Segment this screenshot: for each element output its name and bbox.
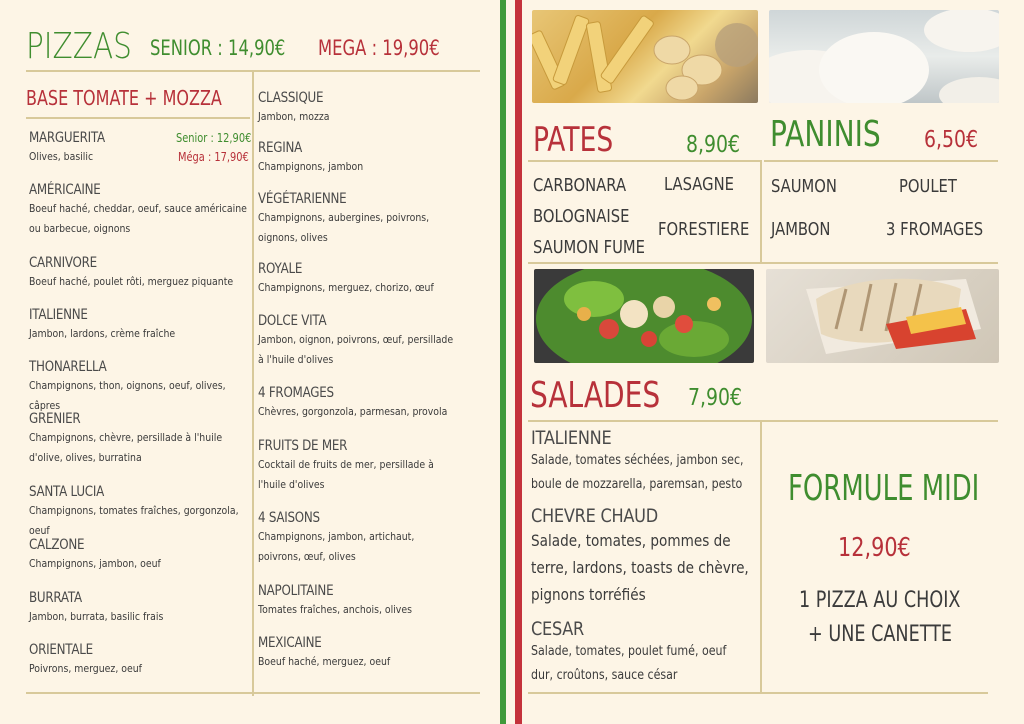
- pizza-desc: Champignons, jambon: [258, 160, 364, 173]
- pizza-name: REGINA: [258, 140, 303, 156]
- pizza-name: DOLCE VITA: [258, 313, 327, 329]
- pates-paninis-divider: [760, 160, 762, 262]
- salades-price: 7,90€: [688, 385, 743, 411]
- pizza-item: [258, 261, 488, 313]
- pizza-item: [258, 635, 488, 687]
- pizza-item: [29, 590, 289, 642]
- pizza-desc: Jambon, mozza: [258, 110, 330, 123]
- pizza-desc: Tomates fraîches, anchois, olives: [258, 603, 412, 616]
- panini-photo: [766, 269, 999, 363]
- pizza-item: [258, 510, 488, 583]
- pizzas-right-column: [258, 90, 488, 687]
- pizza-desc: Champignons, tomates fraîches, gorgonzola, oeuf: [29, 504, 239, 537]
- formule-price: 12,90€: [838, 533, 911, 563]
- pizza-name: 4 FROMAGES: [258, 385, 334, 401]
- pizza-name: 4 SAISONS: [258, 510, 320, 526]
- pizza-desc: Olives, basilic: [29, 150, 94, 163]
- pizza-item: [29, 359, 289, 411]
- salades-bottom-divider: [528, 692, 988, 694]
- pizza-name: ROYALE: [258, 261, 303, 277]
- pizza-item: [29, 255, 289, 307]
- flag-white-stripe: [506, 0, 515, 724]
- paninis-item: POULET: [899, 176, 957, 197]
- paninis-divider: [764, 160, 998, 162]
- salades-list: [531, 427, 791, 688]
- pizza-name: THONARELLA: [29, 359, 107, 375]
- pates-item: CARBONARA: [533, 175, 627, 196]
- pates-title: PATES: [533, 120, 614, 160]
- salade-item: [531, 505, 791, 618]
- pates-price: 8,90€: [686, 132, 741, 158]
- pizza-desc: Champignons, thon, oignons, oeuf, olives, câpres: [29, 379, 226, 412]
- base-tomate-divider: [26, 117, 250, 119]
- pizzas-title: PIZZAS: [26, 26, 132, 67]
- flag-red-stripe: [515, 0, 522, 724]
- salade-name: CHEVRE CHAUD: [531, 505, 658, 527]
- pizza-item: [258, 191, 488, 261]
- salade-desc: Salade, tomates, pommes de terre, lardons, toasts de chèvre, pignons torréfiés: [531, 531, 749, 604]
- pates-item: FORESTIERE: [658, 219, 750, 240]
- salade-name: ITALIENNE: [531, 427, 612, 449]
- pizza-item: [29, 642, 289, 694]
- pizzas-mega-price: MEGA : 19,90€: [318, 36, 440, 60]
- pizza-item: [29, 182, 289, 255]
- pizza-name: MARGUERITA: [29, 130, 105, 146]
- salad-illustration: [534, 269, 754, 363]
- pizza-name: BURRATA: [29, 590, 82, 606]
- paninis-item: 3 FROMAGES: [886, 219, 984, 240]
- formule-title: FORMULE MIDI: [788, 468, 980, 509]
- pizza-desc: Champignons, aubergines, poivrons, oignons, olives: [258, 211, 430, 244]
- paninis-title: PANINIS: [770, 114, 881, 155]
- salade-item: [531, 618, 791, 688]
- pizza-desc: Champignons, jambon, artichaut, poivrons, œuf, olives: [258, 530, 415, 563]
- salade-desc: Salade, tomates, poulet fumé, oeuf dur, croûtons, sauce césar: [531, 644, 727, 683]
- pizza-item: [258, 583, 488, 635]
- salades-divider: [528, 420, 998, 422]
- pizza-desc: Poivrons, merguez, oeuf: [29, 662, 142, 675]
- pizza-item: [29, 484, 289, 537]
- pizza-name: ITALIENNE: [29, 307, 88, 323]
- formule-line1: 1 PIZZA AU CHOIX: [799, 588, 961, 613]
- pates-divider: [528, 160, 760, 162]
- paninis-price: 6,50€: [924, 127, 979, 153]
- pizza-name: ORIENTALE: [29, 642, 93, 658]
- pizza-item: [258, 438, 488, 510]
- pasta-illustration: [532, 10, 758, 103]
- pizza-name: NAPOLITAINE: [258, 583, 334, 599]
- formule-line2: + UNE CANETTE: [808, 622, 953, 647]
- salades-title: SALADES: [530, 375, 661, 416]
- pizzas-bottom-divider: [26, 692, 480, 694]
- pizza-desc: Chèvres, gorgonzola, parmesan, provola: [258, 405, 448, 418]
- salad-photo: [534, 269, 754, 363]
- pizza-name: VÉGÉTARIENNE: [258, 191, 347, 207]
- pates-paninis-bottom-divider: [528, 262, 998, 264]
- pizza-item: [29, 537, 289, 590]
- pizzas-senior-price: SENIOR : 14,90€: [150, 36, 286, 60]
- marguerita-senior-price: Senior : 12,90€: [176, 131, 252, 145]
- pizza-name: CARNIVORE: [29, 255, 97, 271]
- marguerita-mega-price: Méga : 17,90€: [178, 150, 249, 164]
- pizza-desc: Jambon, lardons, crème fraîche: [29, 327, 176, 340]
- salade-item: [531, 427, 791, 505]
- pizza-desc: Jambon, oignon, poivrons, œuf, persillade à l'huile d'olives: [258, 333, 454, 366]
- pizza-desc: Cocktail de fruits de mer, persillade à l'huile d'olives: [258, 458, 434, 491]
- pasta-photo: [532, 10, 758, 103]
- pizza-item: [29, 411, 289, 484]
- pizza-item: [29, 307, 289, 359]
- panini-illustration: [766, 269, 999, 363]
- pizza-desc: Boeuf haché, poulet rôti, merguez piquante: [29, 275, 234, 288]
- salade-name: CESAR: [531, 618, 585, 640]
- pizza-name: GRENIER: [29, 411, 81, 427]
- pates-item: LASAGNE: [664, 174, 734, 195]
- pates-left-list: [533, 170, 645, 263]
- dough-photo: [769, 10, 999, 103]
- pates-item: SAUMON FUME: [533, 237, 645, 258]
- pizza-name: MEXICAINE: [258, 635, 322, 651]
- pizza-name: SANTA LUCIA: [29, 484, 104, 500]
- pates-item: BOLOGNAISE: [533, 206, 630, 227]
- pizza-desc: Champignons, jambon, oeuf: [29, 557, 161, 570]
- pizza-desc: Jambon, burrata, basilic frais: [29, 610, 164, 623]
- pizza-name: FRUITS DE MER: [258, 438, 348, 454]
- salade-desc: Salade, tomates séchées, jambon sec, boule de mozzarella, paremsan, pesto: [531, 453, 744, 492]
- pizza-item: [258, 90, 488, 140]
- pizza-name: AMÉRICAINE: [29, 182, 101, 198]
- base-tomate-heading: BASE TOMATE + MOZZA: [26, 86, 222, 110]
- pizza-desc: Boeuf haché, cheddar, oeuf, sauce américaine ou barbecue, oignons: [29, 202, 247, 235]
- paninis-item: SAUMON: [771, 176, 837, 197]
- paninis-item: JAMBON: [771, 219, 831, 240]
- pizza-desc: Boeuf haché, merguez, oeuf: [258, 655, 391, 668]
- pizza-item: [258, 313, 488, 385]
- pizza-desc: Champignons, chèvre, persillade à l'huile d'olive, olives, burratina: [29, 431, 223, 464]
- pizza-item: [258, 140, 488, 191]
- pizza-name: CALZONE: [29, 537, 85, 553]
- pizza-desc: Champignons, merguez, chorizo, œuf: [258, 281, 434, 294]
- pizzas-left-column: [29, 130, 289, 694]
- dough-illustration: [769, 10, 999, 103]
- pizza-name: CLASSIQUE: [258, 90, 324, 106]
- pizza-item: [258, 385, 488, 438]
- pizza-item: [29, 130, 289, 182]
